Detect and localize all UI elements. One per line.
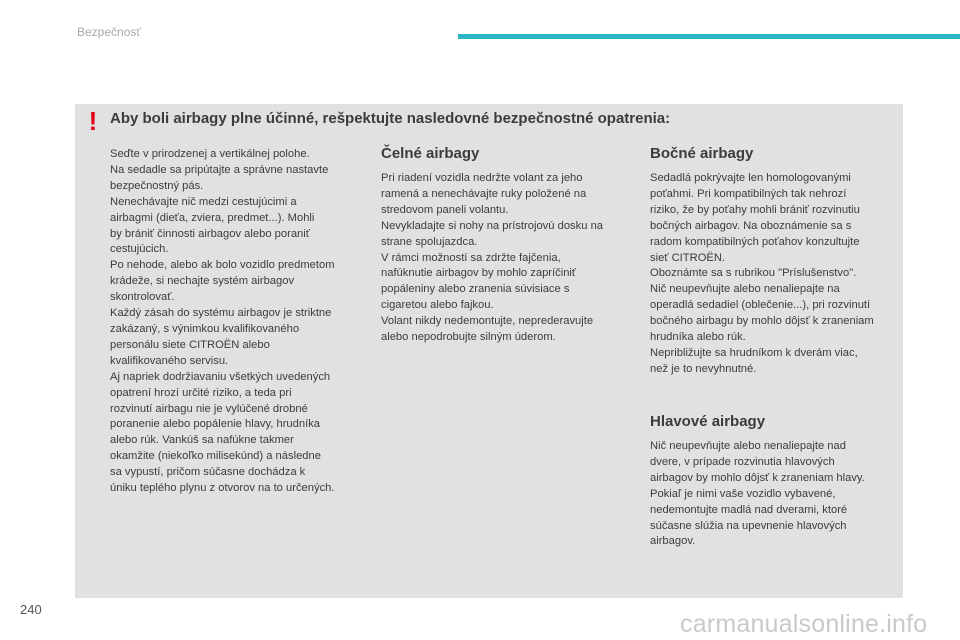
curtain-airbags-section [650, 412, 902, 550]
side-airbags-section [650, 144, 902, 378]
curtain-airbags-title: Hlavové airbagy [650, 413, 766, 430]
side-airbags-text: Sedadlá pokrývajte len homologovanými poťahmi. Pri kompatibilných tak nehrozí riziko, že by poťahy mohli brániť rozvinutiu bočných airbagov. Na oboznámenie sa s radom kompatibilných poťahov konzultujte sieť CITROËN. Oboznámte sa s rubrikou "Príslušenstvo". Nič neupevňujte alebo nenaliepajte na operadlá sedadiel (oblečenie...), pri rozvinutí bočného airbagu by mohlo dôjsť k zraneniam hrudníka alebo rúk. Nepribližujte sa hrudníkom k dverám viac, než je to nevyhnutné. [650, 172, 874, 375]
section-title: Bezpečnosť [77, 25, 141, 39]
exclamation-icon: ! [88, 106, 98, 136]
general-precautions [110, 147, 372, 497]
front-airbags-text: Pri riadení vozidla nedržte volant za jeho ramená a nenechávajte ruky položené na stredovom paneli volantu. Nevykladajte si nohy na prístrojovú dosku na strane spolujazdca. V rámci možností sa zdržte fajčenia, nafúknutie airbagov by mohlo zapríčiniť popáleniny alebo zranenia súvisiace s cigaretou alebo fajkou. Volant nikdy nedemontujte, neprederavujte alebo nepodrobujte silným úderom. [381, 172, 604, 344]
panel-headline: Aby boli airbagy plne účinné, rešpektujte nasledovné bezpečnostné opatrenia: [110, 110, 671, 127]
curtain-airbags-text: Nič neupevňujte alebo nenaliepajte nad dvere, v prípade rozvinutia hlavových airbagov by mohlo dôjsť k zraneniam hlavy. Pokiaľ je nimi vaše vozidlo vybavené, nedemontujte madlá nad dverami, ktoré súčasne slúžia na upevnenie hlavových airbagov. [650, 440, 865, 548]
side-airbags-title: Bočné airbagy [650, 145, 754, 162]
front-airbags-section [381, 144, 639, 346]
page-number: 240 [20, 602, 42, 617]
front-airbags-title: Čelné airbagy [381, 145, 480, 162]
general-text: Seďte v prirodzenej a vertikálnej polohe. Na sedadle sa pripútajte a správne nastavte bezpečnostný pás. Nenechávajte nič medzi cestujúcimi a airbagmi (dieťa, zviera, predmet...). Mohli by brániť činnosti airbagov alebo poraniť cestujúcich. Po nehode, alebo ak bolo vozidlo predmetom krádeže, si nechajte systém airbagov skontrolovať. Každý zásah do systému airbagov je striktne zakázaný, s výnimkou kvalifikovaného personálu siete CITROËN alebo kvalifikovaného servisu. Aj napriek dodržiavaniu všetkých uvedených opatrení hrozí určité riziko, a teda pri rozvinutí airbagu nie je vylúčené drobné poranenie alebo popálenie hlavy, hrudníka alebo rúk. Vankúš sa nafúkne takmer okamžite (niekoľko milisekúnd) a následne sa vypustí, pričom súčasne dochádza k úniku teplého plynu z otvorov na to určených. [110, 148, 335, 495]
header-accent-bar [458, 34, 960, 39]
watermark: carmanualsonline.info [680, 610, 928, 638]
